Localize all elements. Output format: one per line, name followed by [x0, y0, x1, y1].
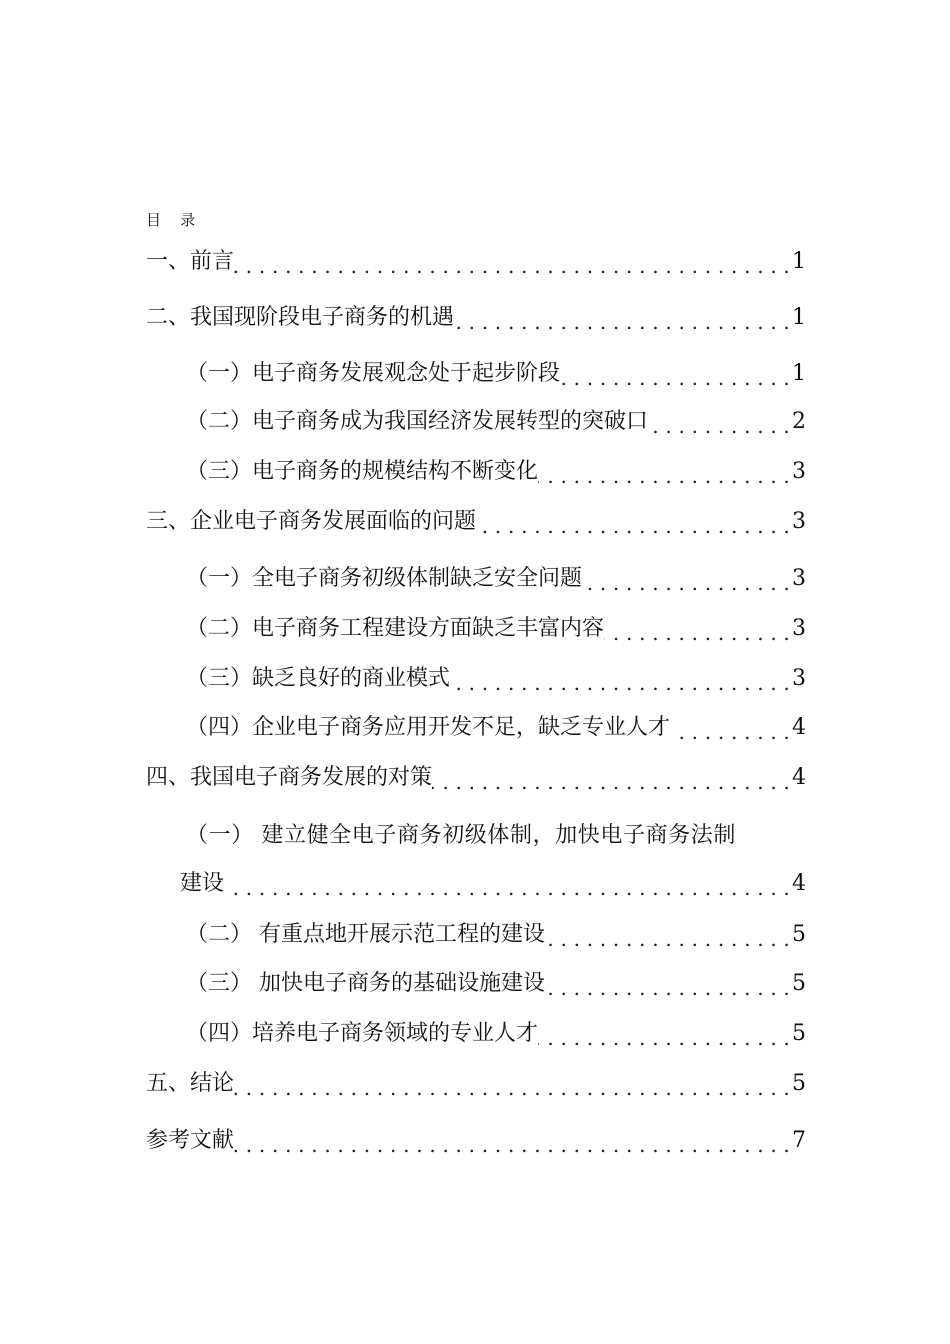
dot-leader: [560, 358, 790, 390]
toc-heading: 目 录: [146, 211, 196, 229]
dot-leader: [234, 1068, 790, 1100]
toc-entry-label: 一、前言: [146, 249, 235, 274]
dot-leader: [432, 762, 790, 794]
toc-subentry[interactable]: [186, 663, 806, 695]
toc-subentry-first-line[interactable]: [186, 820, 806, 852]
toc-entry-page: 5: [792, 971, 806, 996]
toc-entry[interactable]: [146, 506, 806, 538]
dot-leader: [234, 1125, 790, 1157]
dot-leader: [545, 968, 790, 1000]
toc-entry[interactable]: [146, 302, 806, 334]
toc-entry-label: 四、我国电子商务发展的对策: [146, 765, 433, 790]
toc-entry-page: 5: [792, 922, 806, 947]
toc-entry-label: （四）培养电子商务领域的专业人才: [186, 1021, 539, 1046]
dot-leader: [545, 919, 790, 951]
toc-subentry[interactable]: [186, 968, 806, 1000]
dot-leader: [234, 246, 790, 278]
toc-subentry[interactable]: [186, 456, 806, 488]
dot-leader: [538, 456, 790, 488]
toc-subentry[interactable]: [186, 563, 806, 595]
dot-leader: [604, 613, 790, 645]
toc-entry-page: 7: [792, 1128, 806, 1153]
toc-entry-page: 4: [792, 871, 806, 896]
toc-subentry-continuation[interactable]: [180, 868, 806, 900]
toc-entry-page: 3: [792, 616, 806, 641]
toc-entry-label: （一）全电子商务初级体制缺乏安全问题: [186, 566, 583, 591]
dot-leader: [582, 563, 790, 595]
toc-entry-label: 建设: [180, 871, 225, 896]
toc-subentry[interactable]: [186, 919, 806, 951]
dot-leader: [450, 663, 790, 695]
toc-entry-page: 2: [792, 409, 806, 434]
toc-subentry[interactable]: [186, 406, 806, 438]
dot-leader: [538, 1018, 790, 1050]
toc-entry-label: （二）电子商务成为我国经济发展转型的突破口: [186, 409, 649, 434]
toc-entry-label: （三） 加快电子商务的基础设施建设: [186, 971, 545, 996]
toc-entry[interactable]: [146, 1068, 806, 1100]
dot-leader: [670, 712, 790, 744]
toc-entry-label: （二）电子商务工程建设方面缺乏丰富内容: [186, 616, 605, 641]
toc-entry-label: （三）电子商务的规模结构不断变化: [186, 459, 539, 484]
toc-entry[interactable]: [146, 1125, 806, 1157]
toc-subentry[interactable]: [186, 613, 806, 645]
toc-entry-label: 五、结论: [146, 1071, 235, 1096]
toc-entry-label: （二） 有重点地开展示范工程的建设: [186, 922, 545, 947]
toc-entry[interactable]: [146, 762, 806, 794]
toc-entry-page: 3: [792, 566, 806, 591]
toc-entry-page: 3: [792, 509, 806, 534]
toc-entry-label: （四）企业电子商务应用开发不足，缺乏专业人才: [186, 715, 671, 740]
toc-entry-page: 3: [792, 459, 806, 484]
toc-entry-page: 1: [792, 361, 806, 386]
dot-leader: [224, 868, 790, 900]
toc-entry-page: 5: [792, 1021, 806, 1046]
toc-entry-page: 1: [792, 305, 806, 330]
toc-entry[interactable]: [146, 246, 806, 278]
toc-entry-page: 4: [792, 765, 806, 790]
toc-entry-page: 3: [792, 666, 806, 691]
toc-entry-page: 4: [792, 715, 806, 740]
toc-entry-label: （三）缺乏良好的商业模式: [186, 666, 451, 691]
toc-entry-label: 参考文献: [146, 1128, 235, 1153]
toc-entry-label: 三、企业电子商务发展面临的问题: [146, 509, 477, 534]
dot-leader: [476, 506, 790, 538]
toc-subentry[interactable]: [186, 358, 806, 390]
dot-leader: [648, 406, 790, 438]
toc-entry-page: 1: [792, 249, 806, 274]
toc-entry-page: 5: [792, 1071, 806, 1096]
toc-subentry[interactable]: [186, 1018, 806, 1050]
toc-entry-label: （一） 建立健全电子商务初级体制，加快电子商务法制: [186, 823, 736, 848]
toc-entry-label: （一）电子商务发展观念处于起步阶段: [186, 361, 561, 386]
dot-leader: [454, 302, 790, 334]
toc-subentry[interactable]: [186, 712, 806, 744]
toc-entry-label: 二、我国现阶段电子商务的机遇: [146, 305, 455, 330]
